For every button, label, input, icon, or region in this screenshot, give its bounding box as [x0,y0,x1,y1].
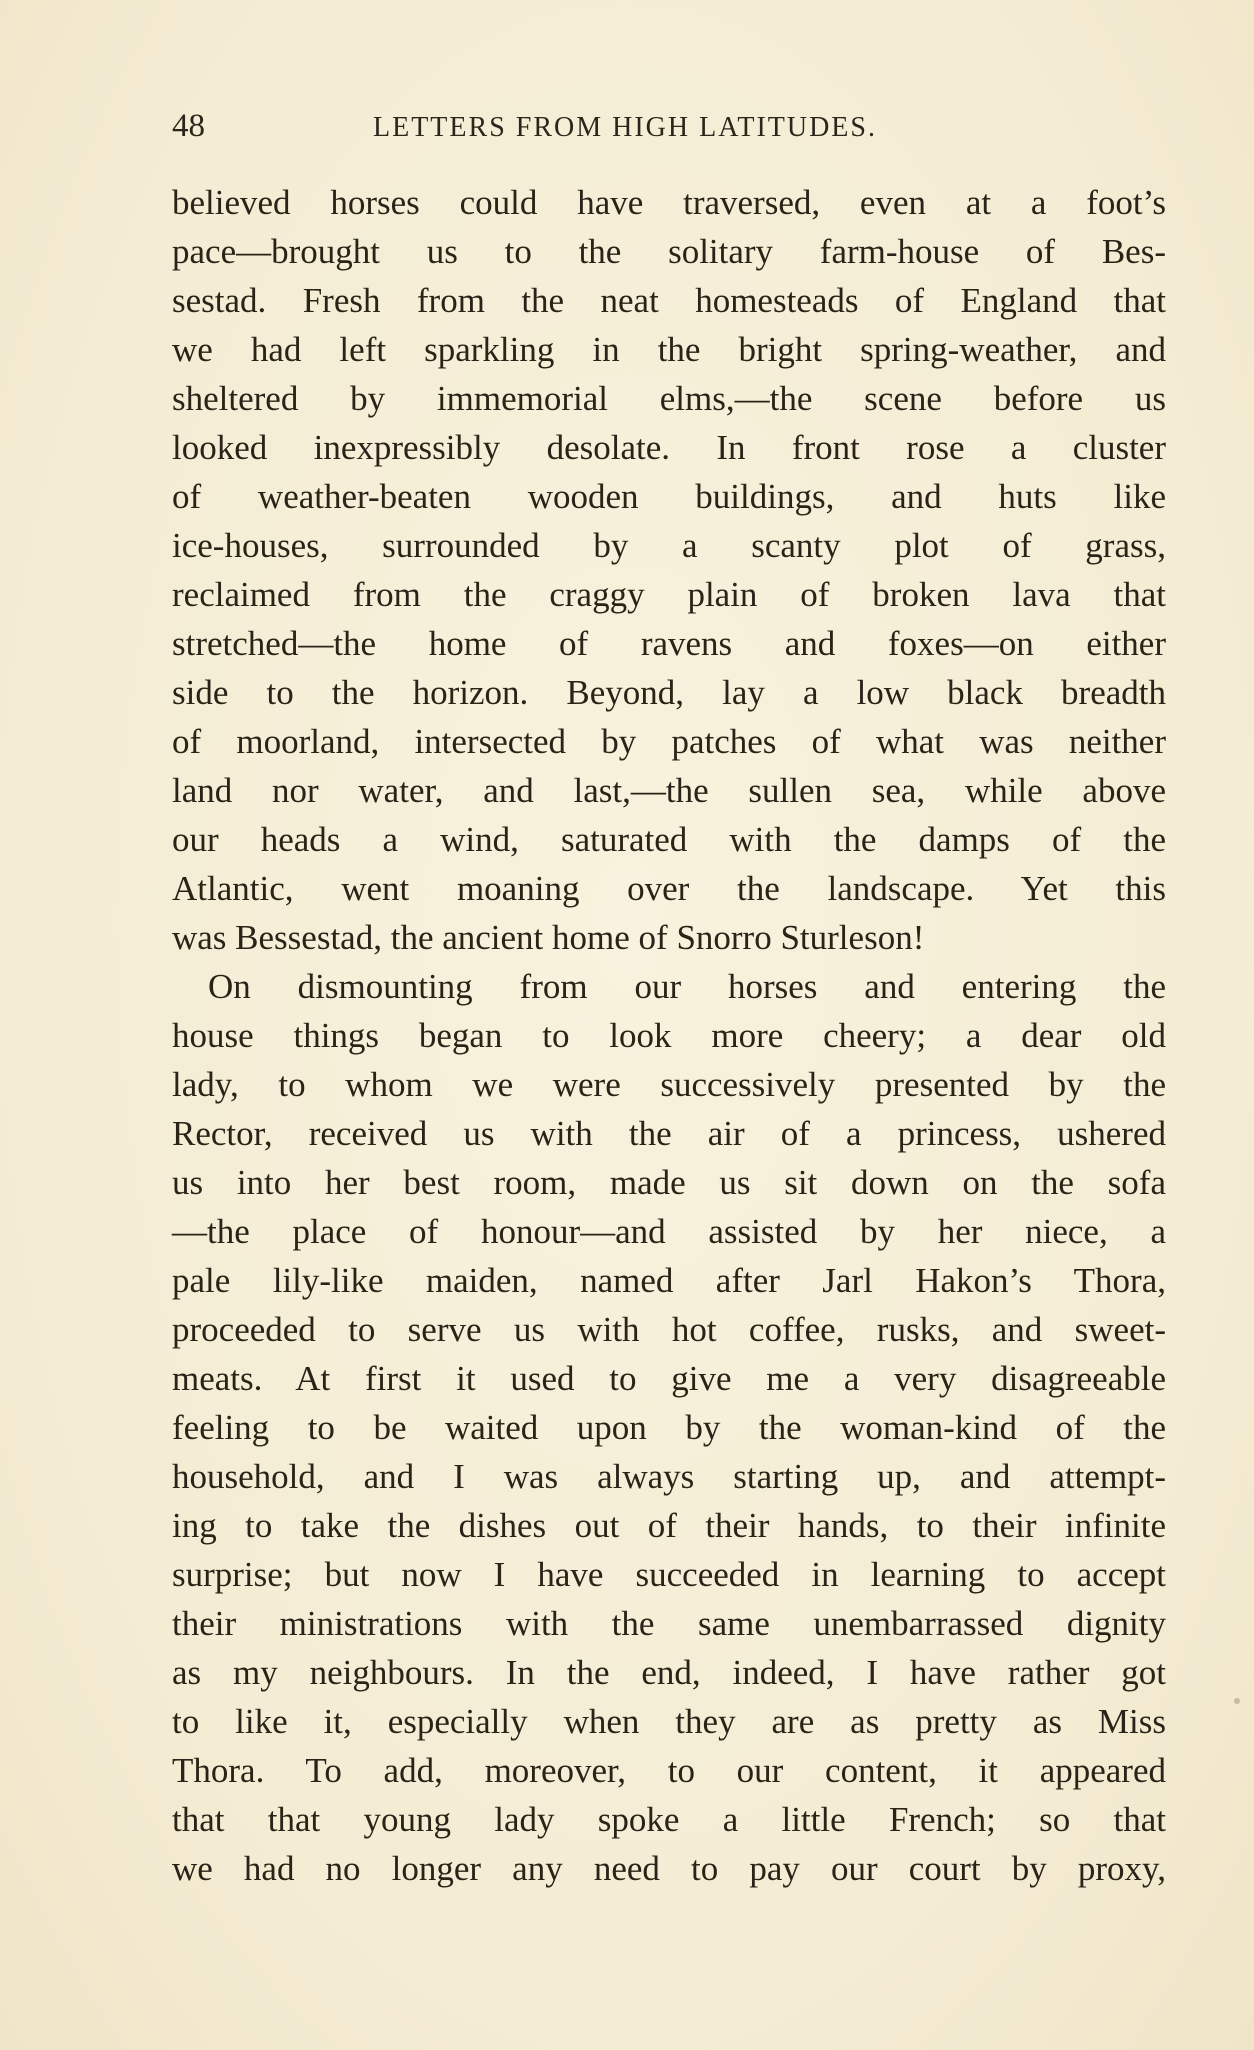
text-line: household, and I was always starting up, and attempt- [172,1457,1166,1496]
paper-speck [1234,1698,1240,1704]
text-line: looked inexpressibly desolate. In front rose a cluster [172,428,1166,467]
text-line: reclaimed from the craggy plain of broken lava that [172,575,1166,614]
text-line: of moorland, intersected by patches of what was neither [172,722,1166,761]
text-line: that that young lady spoke a little French; so that [172,1800,1166,1839]
text-line: pace—brought us to the solitary farm-house of Bes- [172,232,1166,271]
text-line: Rector, received us with the air of a princess, ushered [172,1114,1166,1153]
text-line: On dismounting from our horses and entering the [208,967,1166,1006]
text-line: stretched—the home of ravens and foxes—on either [172,624,1166,663]
text-line: of weather-beaten wooden buildings, and huts like [172,477,1166,516]
text-line: lady, to whom we were successively presented by the [172,1065,1166,1104]
text-line: we had no longer any need to pay our court by proxy, [172,1849,1166,1888]
text-line: sheltered by immemorial elms,—the scene before us [172,379,1166,418]
text-line: to like it, especially when they are as pretty as Miss [172,1702,1166,1741]
text-line: we had left sparkling in the bright spring-weather, and [172,330,1166,369]
body-text [172,178,1166,1893]
text-line: Thora. To add, moreover, to our content, it appeared [172,1751,1166,1790]
text-line: ing to take the dishes out of their hands, to their infinite [172,1506,1166,1545]
text-line: ice-houses, surrounded by a scanty plot of grass, [172,526,1166,565]
text-line: feeling to be waited upon by the woman-kind of the [172,1408,1166,1447]
page-header [172,104,1172,148]
text-line: believed horses could have traversed, even at a foot’s [172,183,1166,222]
text-line: pale lily-like maiden, named after Jarl Hakon’s Thora, [172,1261,1166,1300]
text-line: surprise; but now I have succeeded in learning to accept [172,1555,1166,1594]
text-line: house things began to look more cheery; a dear old [172,1016,1166,1055]
running-head: LETTERS FROM HIGH LATITUDES. [373,112,877,143]
text-line: Atlantic, went moaning over the landscape. Yet this [172,869,1166,908]
text-line: as my neighbours. In the end, indeed, I have rather got [172,1653,1166,1692]
text-line: us into her best room, made us sit down on the sofa [172,1163,1166,1202]
page-number: 48 [172,108,205,144]
text-line: land nor water, and last,—the sullen sea, while above [172,771,1166,810]
text-line: meats. At first it used to give me a very disagreeable [172,1359,1166,1398]
text-line: side to the horizon. Beyond, lay a low black breadth [172,673,1166,712]
text-line: was Bessestad, the ancient home of Snorro Sturleson! [172,918,925,957]
text-line: our heads a wind, saturated with the damps of the [172,820,1166,859]
text-line: their ministrations with the same unembarrassed dignity [172,1604,1166,1643]
text-line: —the place of honour—and assisted by her niece, a [172,1212,1166,1251]
text-line: sestad. Fresh from the neat homesteads of England that [172,281,1166,320]
text-line: proceeded to serve us with hot coffee, rusks, and sweet- [172,1310,1166,1349]
